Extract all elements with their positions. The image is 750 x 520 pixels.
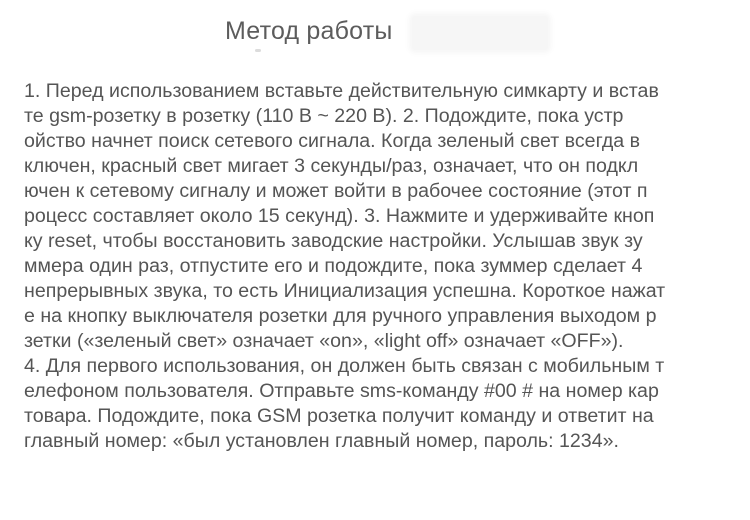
decorative-speck	[255, 49, 261, 52]
text-line: главный номер: «был установлен главный номер, пароль: 1234».	[24, 430, 619, 452]
text-line: 4. Для первого использования, он должен быть связан с мобильным т	[24, 355, 665, 377]
text-line: те gsm-розетку в розетку (110 В ~ 220 В). 2. Подождите, пока устр	[24, 105, 624, 127]
text-line: ку reset, чтобы восстановить заводские настройки. Услышав звук зу	[24, 230, 643, 252]
text-line: е на кнопку выключателя розетки для ручного управления выходом р	[24, 305, 657, 327]
text-line: ключен, красный свет мигает 3 секунды/раз, означает, что он подкл	[24, 155, 639, 177]
text-line: елефоном пользователя. Отправьте sms-команду #00 # на номер кар	[24, 380, 659, 402]
text-line: ойство начнет поиск сетевого сигнала. Когда зеленый свет всегда в	[24, 130, 641, 152]
blurred-watermark	[412, 16, 548, 50]
text-line: зетки («зеленый свет» означает «on», «light off» означает «OFF»).	[24, 330, 624, 352]
page-title: Метод работы	[225, 17, 393, 45]
text-line: ючен к сетевому сигналу и может войти в рабочее состояние (этот п	[24, 180, 648, 202]
text-line: роцесс составляет около 15 секунд). 3. Нажмите и удерживайте кноп	[24, 205, 655, 227]
text-line: ммера один раз, отпустите его и подождите, пока зуммер сделает 4	[24, 255, 643, 277]
instructions-text	[24, 79, 750, 454]
text-line: 1. Перед использованием вставьте действительную симкарту и встав	[24, 80, 659, 102]
text-line: непрерывных звука, то есть Инициализация успешна. Короткое нажат	[24, 280, 666, 302]
text-line: товара. Подождите, пока GSM розетка получит команду и ответит на	[24, 405, 654, 427]
